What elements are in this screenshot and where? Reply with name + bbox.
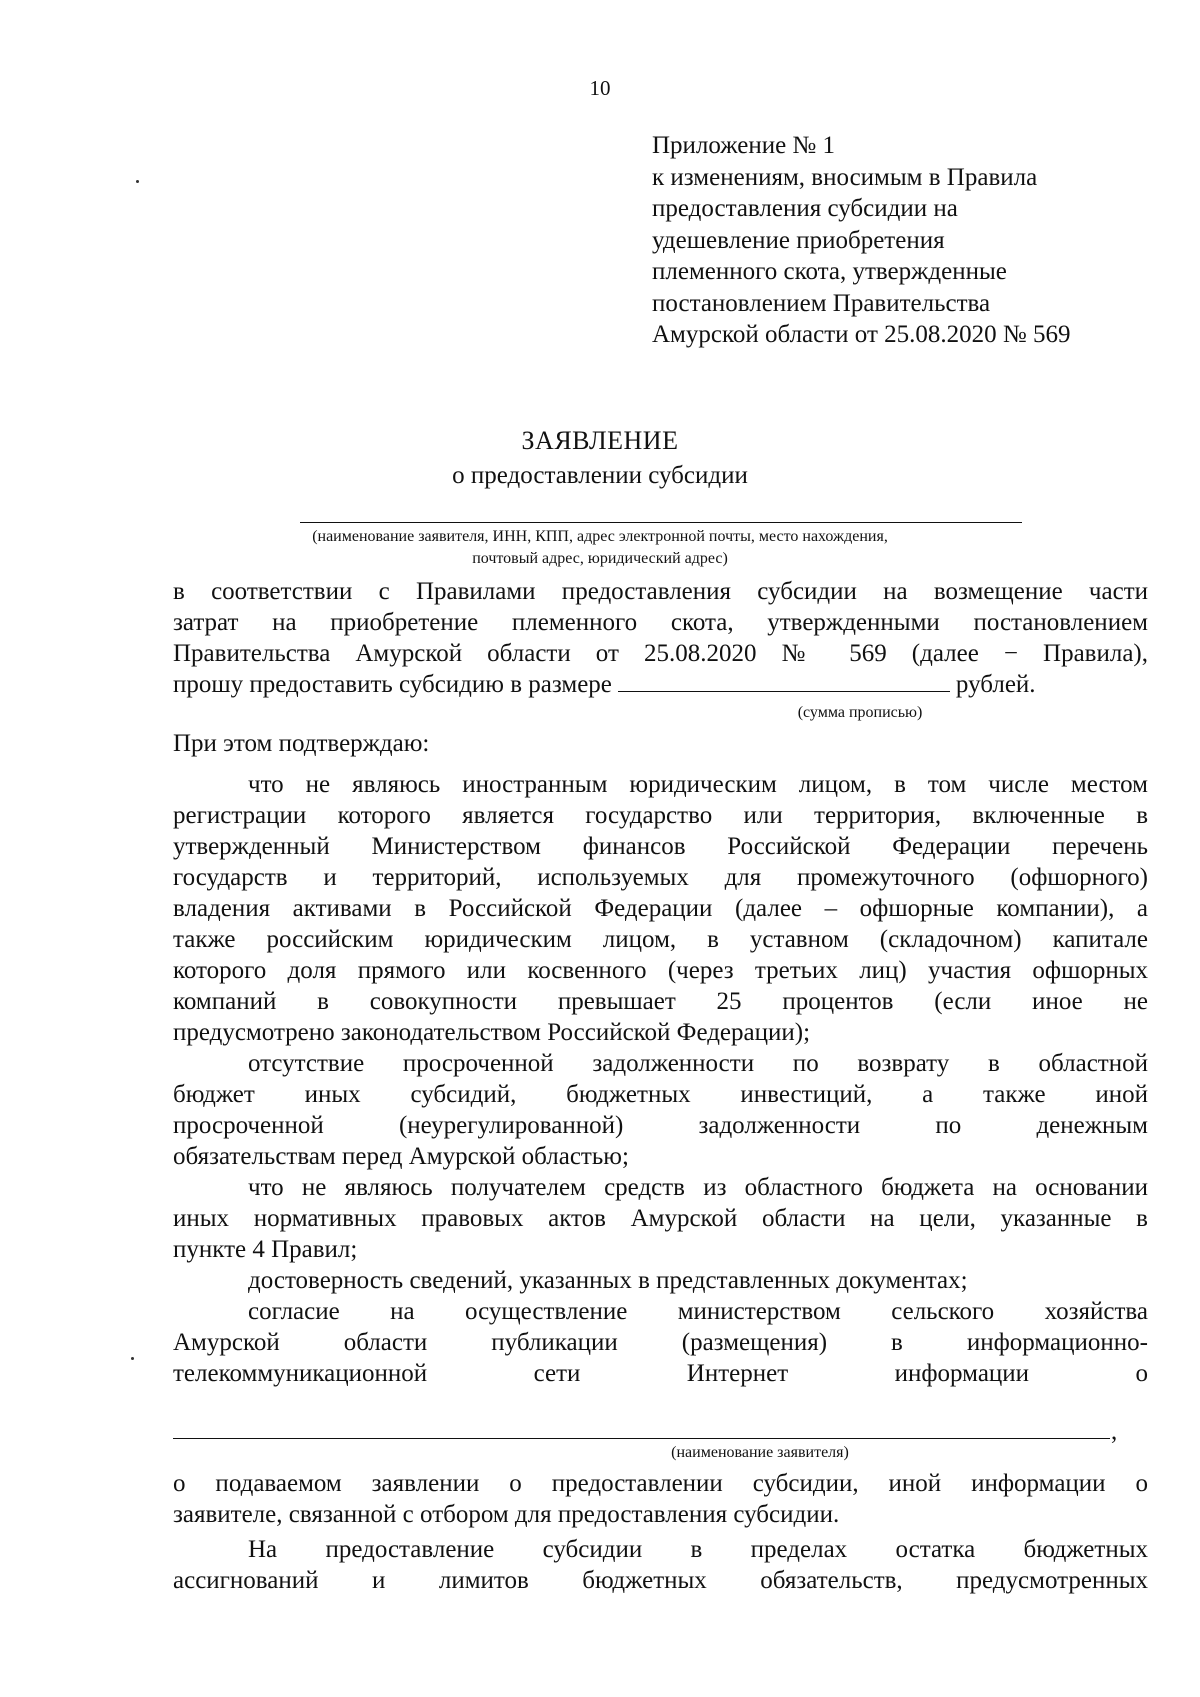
confirm-intro: При этом подтверждаю: [173,730,430,757]
request-paragraph [173,576,1148,700]
applicant-name-blank-line [173,1438,1110,1439]
text-line: пункте 4 Правил; [173,1236,358,1263]
text-line: заявителе, связанной с отбором для предоставления субсидии. [173,1501,840,1528]
appendix-line: Амурской области от 25.08.2020 № 569 [652,321,1071,348]
scan-speck [136,180,139,183]
document-title: ЗАЯВЛЕНИЕ [521,426,679,455]
text-line: телекоммуникационной сети Интернет информации о [173,1360,1148,1387]
text-line: просроченной (неурегулированной) задолженности по денежным [173,1112,1148,1139]
text-line: о подаваемом заявлении о предоставлении субсидии, иной информации о [173,1470,1148,1497]
text-line: обязательствам перед Амурской областью; [173,1143,629,1170]
scan-speck [131,1357,134,1360]
request-text: прошу предоставить субсидию в размере [173,671,612,698]
text-line: предусмотрено законодательством Российской Федерации); [173,1019,811,1046]
text-line: ассигнований и лимитов бюджетных обязательств, предусмотренных [173,1567,1148,1594]
text-line: регистрации которого является государство или территория, включенные в [173,802,1148,829]
appendix-line: Приложение № 1 [652,132,836,159]
applicant-blank-line [300,522,1022,523]
text-line: бюджет иных субсидий, бюджетных инвестиций, а также иной [173,1081,1148,1108]
publication-paragraph [173,1468,1148,1596]
appendix-line: удешевление приобретения [652,226,945,254]
text-line: что не являюсь иностранным юридическим лицом, в том числе местом [248,771,1148,798]
text-line: государств и территорий, используемых для промежуточного (офшорного) [173,864,1148,891]
document-subtitle: о предоставлении субсидии [452,462,748,489]
sum-note: (сумма прописью) [797,704,923,721]
text-line: в соответствии с Правилами предоставления субсидии на возмещение части [173,578,1148,605]
text-line: владения активами в Российской Федерации (далее – офшорные компании), а [173,895,1148,922]
applicant-note: почтовый адрес, юридический адрес) [472,550,728,567]
text-line: которого доля прямого или косвенного (через третьих лиц) участия офшорных [173,957,1148,984]
appendix-header [652,130,1071,351]
currency-text: рублей. [955,671,1036,698]
applicant-note: (наименование заявителя, ИНН, КПП, адрес электронной почты, место нахождения, [312,528,888,545]
text-line: иных нормативных правовых актов Амурской области на цели, указанные в [173,1205,1148,1232]
text-line: утвержденный Министерством финансов Российской Федерации перечень [173,833,1148,860]
confirmation-block [173,728,1148,1389]
appendix-line: к изменениям, вносимым в Правила [652,163,1038,191]
appendix-line: племенного скота, утвержденные [652,258,1007,285]
text-line: Правительства Амурской области от 25.08.2020 № 569 (далее − Правила), [173,640,1148,667]
text-line: что не являюсь получателем средств из областного бюджета на основании [248,1174,1148,1201]
text-line: Амурской области публикации (размещения) в информационно- [173,1329,1148,1356]
text-line: На предоставление субсидии в пределах остатка бюджетных [248,1536,1148,1563]
text-line: компаний в совокупности превышает 25 процентов (если иное не [173,988,1148,1015]
sum-blank-line [618,669,950,692]
text-line: также российским юридическим лицом, в уставном (складочном) капитале [173,926,1148,953]
text-line: согласие на осуществление министерством сельского хозяйства [248,1298,1148,1325]
applicant-name-note: (наименование заявителя) [671,1444,849,1461]
appendix-line: предоставления субсидии на [652,195,958,222]
text-line: достоверность сведений, указанных в представленных документах; [248,1267,968,1294]
appendix-line: постановлением Правительства [652,289,991,317]
text-line: отсутствие просроченной задолженности по возврату в областной [248,1050,1148,1077]
page-number: 10 [589,76,611,100]
trailing-comma: , [1111,1418,1118,1445]
text-line [173,669,1148,700]
text-line: затрат на приобретение племенного скота, утвержденными постановлением [173,609,1148,636]
